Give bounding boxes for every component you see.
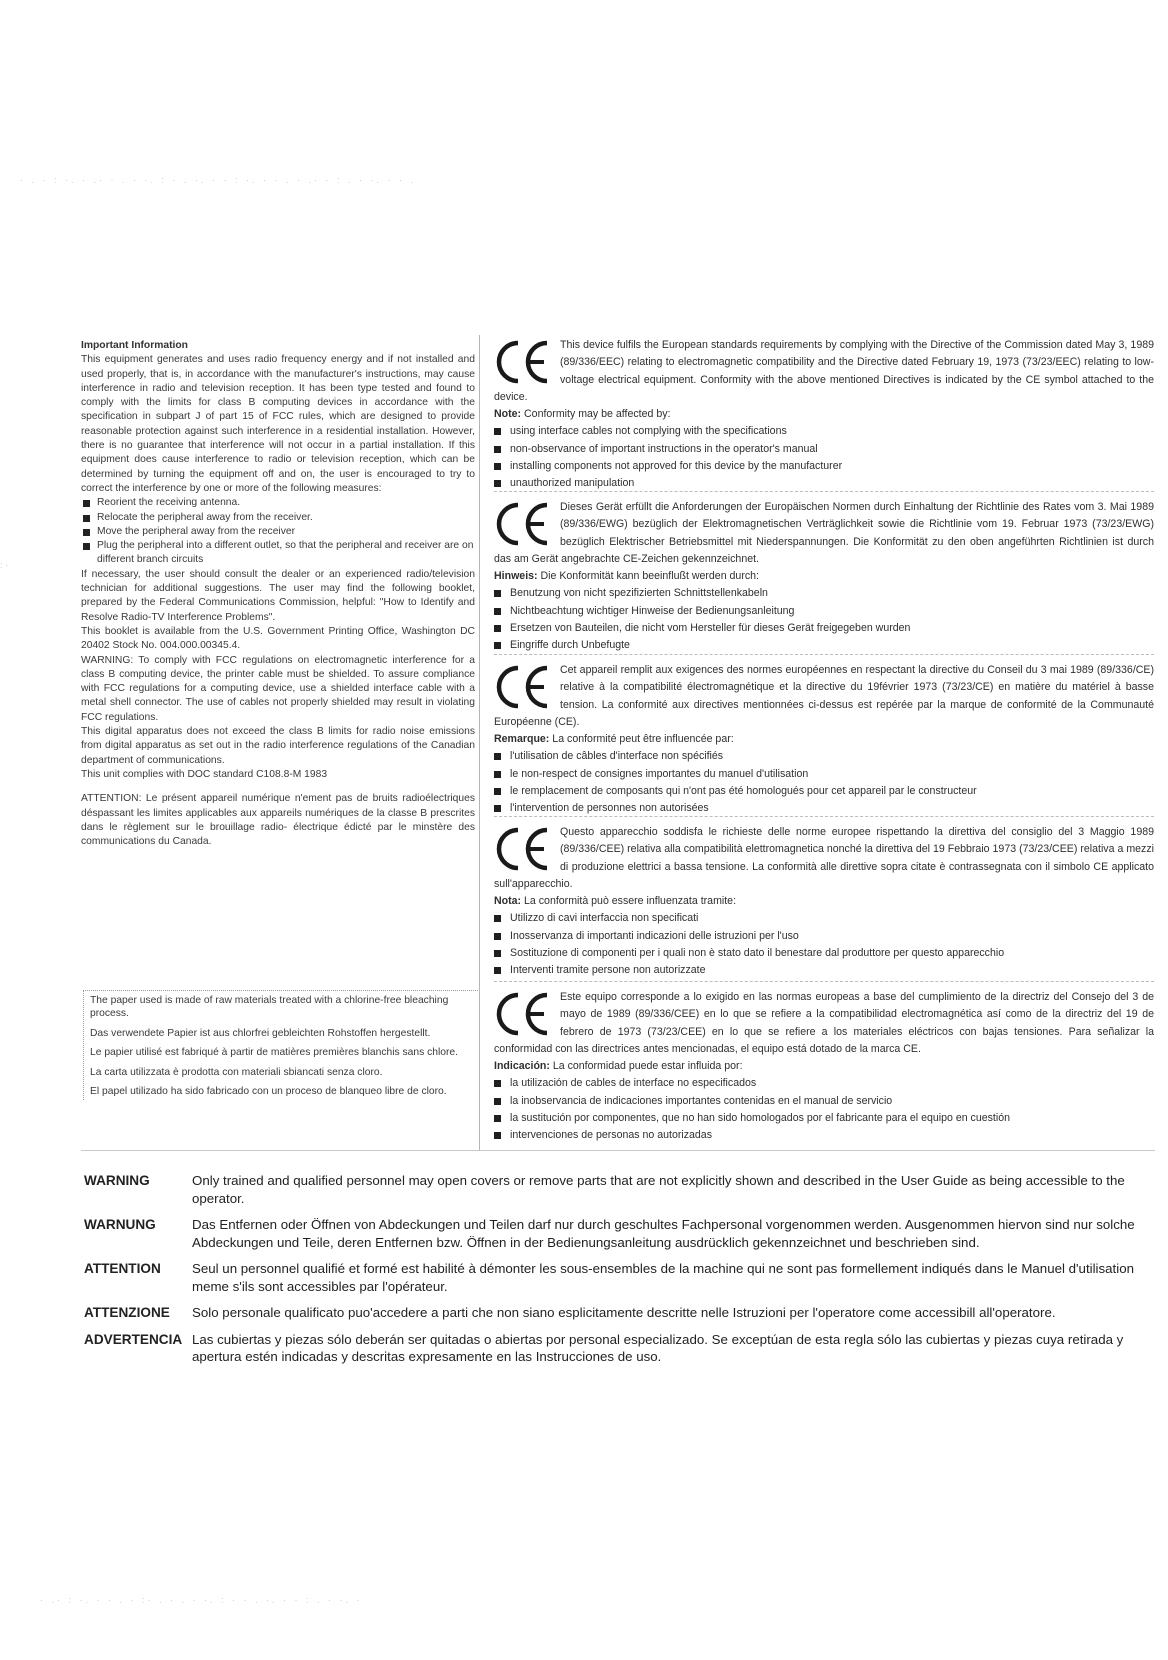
list-item: Nichtbeachtung wichtiger Hinweise der Bedienungsanleitung <box>494 603 1154 620</box>
ce-list-fr <box>494 748 1154 817</box>
paper-notice-es: El papel utilizado ha sido fabricado con un proceso de blanqueo libre de cloro. <box>90 1086 447 1098</box>
list-item: non-observance of important instructions in the operator's manual <box>494 441 1154 458</box>
list-item: installing components not approved for this device by the manufacturer <box>494 458 1154 475</box>
ce-list-es <box>494 1075 1154 1144</box>
note-text: Die Konformität kann beeinflußt werden durch: <box>540 570 759 583</box>
ce-block-it <box>494 824 1154 980</box>
ce-note-de <box>494 568 1154 585</box>
fcc-consult-paragraph: If necessary, the user should consult the dealer or an experienced radio/television technician for additional suggestions. The user may find the following booklet, prepared by the Federal Communications Commission, helpful: "How to Identify and Resolve Radio-TV Interference Problems". <box>81 568 475 623</box>
list-item: Move the peripheral away from the receiver <box>81 525 475 539</box>
list-item: Inosservanza di importanti indicazioni delle istruzioni per l'uso <box>494 928 1154 945</box>
note-text: La conformità può essere influenzata tramite: <box>524 895 737 908</box>
note-text: La conformité peut être influencée par: <box>552 733 734 746</box>
list-item: Utilizzo di cavi interfaccia non specificati <box>494 910 1154 927</box>
important-title: Important Information <box>81 340 188 351</box>
warning-label: ATTENZIONE <box>84 1305 170 1320</box>
fcc-paragraph: This equipment generates and uses radio frequency energy and if not installed and used properly, that is, in accordance with the manufacturer's instructions, may cause interference in radio and television reception. It has been type tested and found to comply with the limits for class B computing devices in accordance with the specification in subpart J of part 15 of FCC rules, which are designed to provide reasonable protection against such interference in a residential installation. However, there is no guarantee that interference will not occur in a partial installation. If this equipment does cause interference to radio or television reception, which can be determined by turning the equipment off and on, the user is encouraged to try to correct the interference by one or more of the following measures: <box>81 354 475 494</box>
paper-notice-de: Das verwendete Papier ist aus chlorfrei gebleichten Rohstoffen hergestellt. <box>90 1027 431 1039</box>
ce-mark-icon <box>494 499 554 549</box>
note-label: Remarque: <box>494 733 550 746</box>
list-item: l'utilisation de câbles d'interface non spécifiés <box>494 748 1154 765</box>
ce-note-fr <box>494 731 1154 748</box>
ce-block-de <box>494 499 1154 655</box>
safety-warnings <box>84 1172 1152 1375</box>
note-label: Nota: <box>494 895 522 908</box>
canada-paragraph: This digital apparatus does not exceed the class B limits for radio noise emissions from digital apparatus as set out in the radio interference regulations of the Canadian department of communications. <box>81 726 475 766</box>
ce-note-it <box>494 893 1154 910</box>
note-label: Hinweis: <box>494 570 538 583</box>
section-divider <box>81 1150 1155 1151</box>
ce-mark-icon <box>494 824 554 874</box>
scan-noise-left: :· <box>0 560 12 570</box>
fcc-information <box>81 339 475 849</box>
doc-standard-paragraph: This unit complies with DOC standard C108.8-M 1983 <box>81 768 328 780</box>
warning-row <box>84 1172 1152 1207</box>
ce-intro-fr: Cet appareil remplit aux exigences des normes européennes en respectant la directive du Conseil du 3 mai 1989 (89/336/CE) relative à la compatibilité électromagnétique et la directive du 19février 1973 (73/23/CE) en matière du matériel à basse tension. La conformité aux directives mentionnées ci-dessus est repérée par la marque de conformité de la Communauté Européenne (CE). <box>494 664 1154 728</box>
list-item: Plug the peripheral into a different outlet, so that the peripheral and receiver are on different branch circuits <box>81 539 475 568</box>
fcc-measures-list <box>81 496 475 567</box>
ce-list-it <box>494 910 1154 979</box>
warning-row <box>84 1260 1152 1295</box>
scan-noise-bottom: · .· : ·. · · . · :· . · . · ·. : · · . ·. · · : . · ·. · <box>40 1595 363 1605</box>
note-text: Conformity may be affected by: <box>524 408 671 421</box>
ce-mark-icon <box>494 662 554 712</box>
list-item: le non-respect de consignes importantes du manuel d'utilisation <box>494 766 1154 783</box>
warning-label: ADVERTENCIA <box>84 1331 183 1347</box>
warning-row <box>84 1331 1152 1366</box>
list-item: la utilización de cables de interface no especificados <box>494 1075 1154 1092</box>
paper-notice-it: La carta utilizzata è prodotta con materiali sbiancati senza cloro. <box>90 1066 383 1078</box>
ce-intro-es: Este equipo corresponde a lo exigido en las normas europeas a base del cumplimiento de la directriz del Consejo del 3 de mayo de 1989 (89/336/CEE) en lo que se refiere a la compatibilidad electromagnética así como de la directriz del 19 de febrero de 1973 (73/23/CEE) en lo que se refiere a los materiales eléctricos con bajas tensiones. Para señalizar la conformidad con las directrices antes mencionadas, el equipo está dotado de la marca CE. <box>494 991 1154 1055</box>
ce-intro-en: This device fulfils the European standards requirements by complying with the Directive of the Commission dated May 3, 1989 (89/336/EEC) relating to electromagnetic compatibility and the Directive dated February 19, 1973 (73/23/EEC) relating to low-voltage electrical equipment. Conformity with the above mentioned Directives is indicated by the CE symbol attached to the device. <box>494 339 1154 403</box>
list-item: l'intervention de personnes non autorisées <box>494 800 1154 817</box>
warning-text: Only trained and qualified personnel may open covers or remove parts that are not explicitly shown and described in the User Guide as being accessible to the operator. <box>192 1173 1125 1206</box>
list-item: Ersetzen von Bauteilen, die nicht vom Hersteller für dieses Gerät freigegeben wurden <box>494 620 1154 637</box>
ce-block-fr <box>494 662 1154 818</box>
paper-notice-fr: Le papier utilisé est fabriqué à partir de matières premières blanchis sans chlore. <box>90 1047 459 1059</box>
list-item: la sustitución por componentes, que no han sido homologados por el fabricante para el equipo en cuestión <box>494 1110 1154 1127</box>
list-item: Benutzung von nicht spezifizierten Schnittstellenkabeln <box>494 585 1154 602</box>
warning-label: WARNING <box>84 1173 150 1188</box>
ce-note-es <box>494 1058 1154 1075</box>
list-item: le remplacement de composants qui n'ont pas été homologués pour cet appareil par le constructeur <box>494 783 1154 800</box>
list-item: Relocate the peripheral away from the receiver. <box>81 511 475 525</box>
ce-list-en <box>494 423 1154 492</box>
warning-label: WARNUNG <box>84 1217 156 1232</box>
canada-french-paragraph: ATTENTION: Le présent appareil numérique n'ement pas de bruits radioélectriques déspassant les limites applicables aux appareils numériques de la classe B prescrites dans le règlement sur le brouillage radio- électrique édicté par le minstère des communications du Canada. <box>81 793 475 848</box>
warning-row <box>84 1216 1152 1251</box>
warning-label: ATTENTION <box>84 1261 161 1276</box>
list-item: Reorient the receiving antenna. <box>81 496 475 510</box>
column-divider <box>479 335 480 1150</box>
ce-mark-icon <box>494 337 554 387</box>
list-item: intervenciones de personas no autorizadas <box>494 1127 1154 1144</box>
list-item: Interventi tramite persone non autorizzate <box>494 962 1154 979</box>
paper-notice-en: The paper used is made of raw materials treated with a chlorine-free bleaching process. <box>90 995 449 1020</box>
warning-text: Das Entfernen oder Öffnen von Abdeckungen und Teilen darf nur durch geschultes Fachpersonal vorgenommen werden. Ausgenommen hiervon sind nur solche Abdeckungen und Teile, deren Entfernen bzw. Öffnen in der Bedienungsanleitung ausdrücklich gekennzeichnet und beschrieben sind. <box>192 1217 1135 1250</box>
ce-block-es <box>494 989 1154 1145</box>
ce-note-en <box>494 406 1154 423</box>
ce-list-de <box>494 585 1154 654</box>
ce-divider <box>494 654 1154 655</box>
paper-notice-box <box>83 990 480 1100</box>
ce-intro-it: Questo apparecchio soddisfa le richieste delle norme europee rispettando la direttiva del consiglio del 3 Maggio 1989 (89/336/CEE) relativa alla compatibilità elettromagnetica nonché la direttiva del 19 Febbraio 1973 (73/23/CEE) relativa a mezzi di produzione elettrici a bassa tensione. La conformità alle direttive sopra citate è contrassegnata con il simbolo CE applicato sull'apparecchio. <box>494 826 1154 890</box>
list-item: unauthorized manipulation <box>494 475 1154 492</box>
note-label: Note: <box>494 408 522 421</box>
booklet-paragraph: This booklet is available from the U.S. Government Printing Office, Washington DC 20402 Stock No. 004.000.00345.4. <box>81 625 475 652</box>
warning-text: Solo personale qualificato puo'accedere a parti che non siano esplicitamente descritte nelle Istruzioni per l'operatore come accessibill all'operatore. <box>192 1305 1056 1320</box>
ce-block-en <box>494 337 1154 493</box>
cable-warning-paragraph: WARNING: To comply with FCC regulations on electromagnetic interference for a class B computing device, the printer cable must be shielded. To assure compliance with FCC regulations for a computing device, use a shielded interface cable with a metal shell connector. The use of cables not properly shielded may result in violating FCC regulations. <box>81 654 475 723</box>
ce-divider <box>494 981 1154 982</box>
list-item: Sostituzione di componenti per i quali non è stato dato il benestare dal produttore per questo apparecchio <box>494 945 1154 962</box>
ce-divider <box>494 816 1154 817</box>
warning-text: Seul un personnel qualifié et formé est habilité à démonter les sous-ensembles de la machine qui ne sont pas formellement indiqués dans le Manuel d'utilisation meme s'ils sont accessibles par l'opérateur. <box>192 1261 1134 1294</box>
warning-row <box>84 1304 1152 1322</box>
note-text: La conformidad puede estar influida por: <box>552 1060 743 1073</box>
ce-divider <box>494 491 1154 492</box>
warning-text: Las cubiertas y piezas sólo deberán ser quitadas o abiertas por personal especializado. Se exceptúan de esta regla sólo las cubiertas y piezas cuya retirada y apertura estén indicadas y descritas expresamente en las Instrucciones de uso. <box>192 1331 1124 1364</box>
scan-noise-top: · . · : ·. · .· · . · ·. : · . ·. · · : ·. · · . · .· · : . · ·. · · . <box>20 175 416 185</box>
list-item: using interface cables not complying with the specifications <box>494 423 1154 440</box>
ce-mark-icon <box>494 989 554 1039</box>
list-item: Eingriffe durch Unbefugte <box>494 637 1154 654</box>
ce-intro-de: Dieses Gerät erfüllt die Anforderungen der Europäischen Normen durch Einhaltung der Richtlinie des Rates vom 3. Mai 1989 (89/336/EWG) bezüglich der Elektromagnetischen Verträglichkeit sowie die Richtlinie vom 19. Februar 1973 (73/23/EWG) bezüglich Elektrischer Betriebsmittel mit Niederspannungen. Die Konformität zu den oben angeführten Richtlinien ist durch das am Gerät angebrachte CE-Zeichen gekennzeichnet. <box>494 501 1154 565</box>
list-item: la inobservancia de indicaciones importantes contenidas en el manual de servicio <box>494 1093 1154 1110</box>
note-label: Indicación: <box>494 1060 550 1073</box>
